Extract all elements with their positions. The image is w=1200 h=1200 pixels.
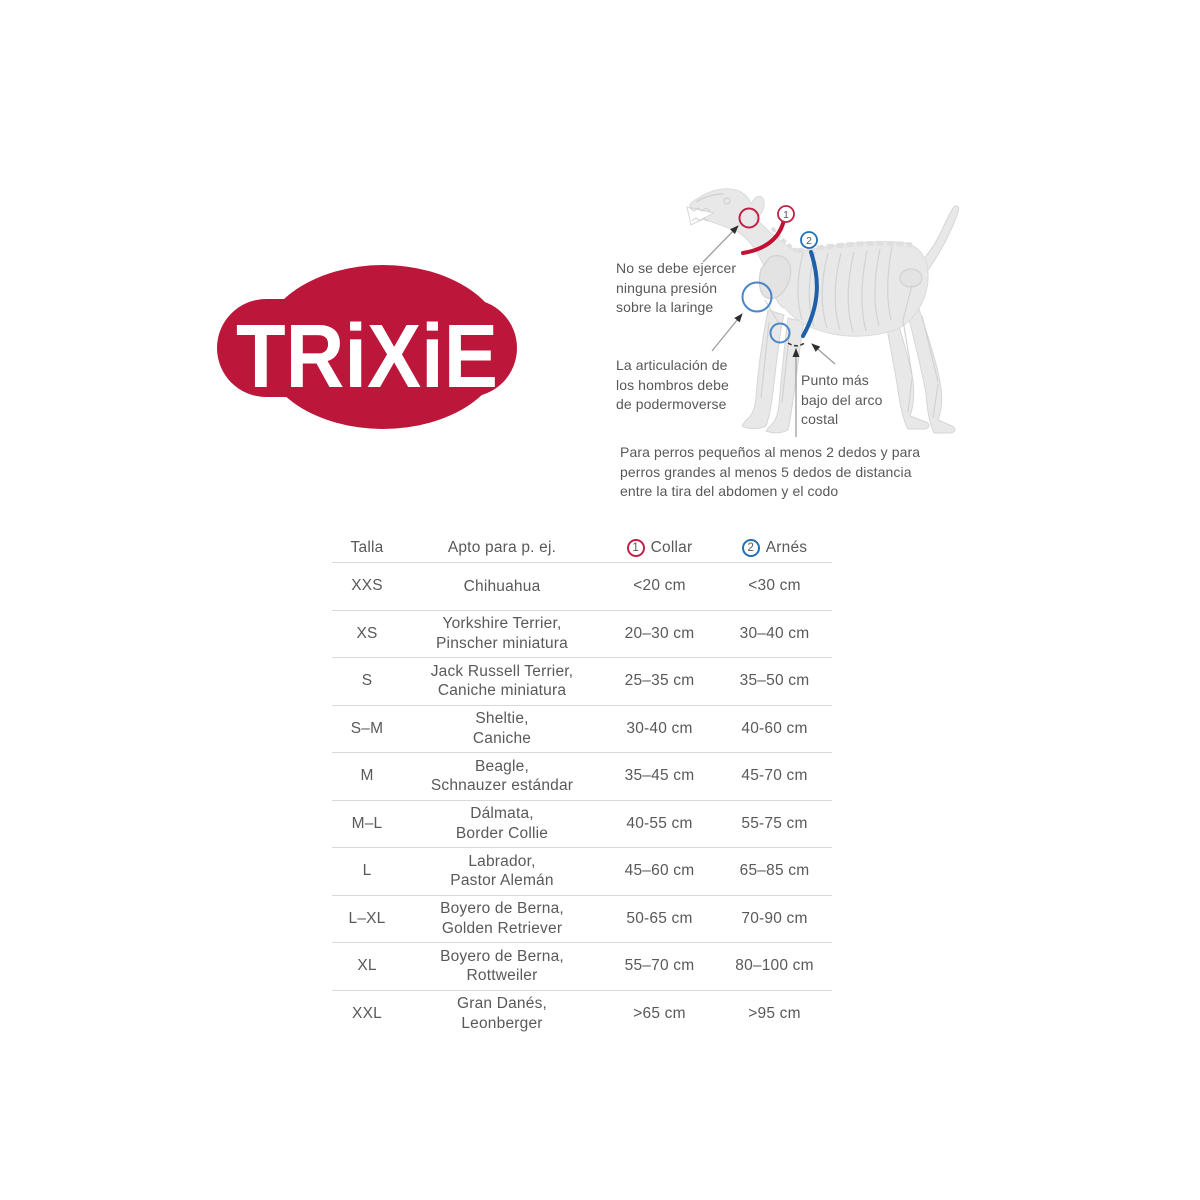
- size-table-header: [332, 533, 832, 563]
- breeds-cell: [402, 994, 602, 1033]
- breed-line: Boyero de Berna,: [440, 947, 564, 965]
- breed-line: Golden Retriever: [441, 919, 563, 937]
- collar-cell: <20 cm: [633, 577, 686, 595]
- harness-cell: 45-70 cm: [741, 767, 808, 785]
- header-collar: [602, 539, 717, 557]
- breed-line: Pastor Alemán: [450, 872, 554, 890]
- breeds-cell: [402, 709, 602, 748]
- harness-cell: >95 cm: [748, 1004, 801, 1022]
- logo-text: TRiXiE: [236, 307, 498, 407]
- breed-line: Sheltie,: [475, 710, 529, 728]
- harness-cell: 40-60 cm: [741, 719, 808, 737]
- harness-number-badge: 2: [742, 539, 760, 557]
- header-collar-label: Collar: [650, 538, 693, 556]
- breed-line: Schnauzer estándar: [430, 777, 574, 795]
- svg-text:1: 1: [783, 208, 789, 221]
- breed-line: Beagle,: [475, 757, 529, 775]
- breeds-cell: [402, 804, 602, 843]
- note-line: sobre la laringe: [616, 299, 714, 315]
- size-cell: XXS: [351, 577, 383, 595]
- breed-line: Dálmata,: [470, 805, 534, 823]
- breed-line: Leonberger: [461, 1014, 543, 1032]
- breeds-cell: [402, 662, 602, 701]
- header-breeds: Apto para p. ej.: [447, 538, 557, 556]
- trixie-logo: [217, 263, 517, 433]
- table-row: [332, 896, 832, 944]
- size-cell: S–M: [350, 719, 384, 737]
- breeds-cell: [402, 577, 602, 597]
- note-line: ninguna presión: [616, 279, 718, 296]
- breed-line: Border Collie: [455, 824, 549, 842]
- breeds-cell: [402, 899, 602, 938]
- note-rib-arch: [801, 371, 882, 430]
- collar-cell: 20–30 cm: [624, 624, 695, 642]
- collar-cell: 40-55 cm: [626, 814, 693, 832]
- collar-number-badge: 1: [627, 539, 645, 557]
- note-line: bajo del arco: [801, 391, 883, 408]
- size-cell: M: [360, 767, 374, 785]
- table-row: [332, 848, 832, 896]
- note-line: Para perros pequeños al menos 2 dedos y para: [620, 444, 921, 460]
- table-row: [332, 658, 832, 706]
- note-line: No se debe ejercer: [616, 260, 737, 276]
- table-row: [332, 706, 832, 754]
- size-cell: M–L: [351, 814, 383, 832]
- harness-cell: 80–100 cm: [735, 957, 814, 975]
- note-line: Punto más: [801, 372, 869, 388]
- header-harness: [717, 539, 832, 557]
- table-row: [332, 943, 832, 991]
- size-cell: L: [362, 862, 372, 880]
- harness-cell: 65–85 cm: [739, 862, 810, 880]
- breeds-cell: [402, 852, 602, 891]
- collar-cell: 55–70 cm: [624, 957, 695, 975]
- arrow-to-rib-arch: [812, 344, 835, 364]
- breed-line: Jack Russell Terrier,: [430, 662, 574, 680]
- breed-line: Labrador,: [468, 852, 536, 870]
- size-table: [332, 533, 832, 1037]
- collar-cell: >65 cm: [633, 1004, 686, 1022]
- size-cell: XS: [356, 624, 378, 642]
- note-line: La articulación de: [616, 357, 728, 373]
- badge-1-collar: [778, 206, 794, 222]
- note-line: entre la tira del abdomen y el codo: [620, 483, 839, 499]
- breed-line: Yorkshire Terrier,: [442, 615, 562, 633]
- table-row: [332, 991, 832, 1038]
- breed-line: Caniche miniatura: [437, 682, 567, 700]
- size-cell: XXL: [352, 1004, 382, 1022]
- collar-cell: 25–35 cm: [624, 672, 695, 690]
- breeds-cell: [402, 757, 602, 796]
- arrow-to-shoulder: [712, 314, 742, 351]
- breed-line: Rottweiler: [466, 967, 538, 985]
- breed-line: Caniche: [472, 729, 532, 747]
- note-shoulder: [616, 356, 729, 415]
- table-row: [332, 563, 832, 611]
- svg-text:2: 2: [806, 234, 812, 247]
- harness-cell: <30 cm: [748, 577, 801, 595]
- note-line: los hombros debe: [616, 376, 729, 393]
- breed-line: Gran Danés,: [456, 995, 548, 1013]
- collar-cell: 35–45 cm: [624, 767, 695, 785]
- breeds-cell: [402, 614, 602, 653]
- note-line: perros grandes al menos 5 dedos de distancia: [620, 463, 912, 480]
- harness-cell: 30–40 cm: [739, 624, 810, 642]
- harness-cell: 70-90 cm: [741, 909, 808, 927]
- arrow-to-larynx: [703, 226, 738, 262]
- header-harness-label: Arnés: [765, 538, 808, 556]
- badge-2-harness: [801, 232, 817, 248]
- breeds-cell: [402, 947, 602, 986]
- breed-line: Chihuahua: [463, 577, 541, 595]
- collar-cell: 30-40 cm: [626, 719, 693, 737]
- harness-cell: 35–50 cm: [739, 672, 810, 690]
- size-cell: S: [361, 672, 373, 690]
- harness-cell: 55-75 cm: [741, 814, 808, 832]
- note-line: de podermoverse: [616, 396, 727, 412]
- breed-line: Pinscher miniatura: [436, 634, 568, 652]
- size-cell: XL: [357, 957, 377, 975]
- size-cell: L–XL: [348, 909, 386, 927]
- table-row: [332, 801, 832, 849]
- note-larynx: [616, 259, 736, 318]
- table-row: [332, 753, 832, 801]
- note-line: costal: [801, 411, 839, 427]
- note-finger-distance: [620, 443, 920, 502]
- collar-cell: 45–60 cm: [624, 862, 695, 880]
- table-row: [332, 611, 832, 659]
- breed-line: Boyero de Berna,: [440, 900, 564, 918]
- header-size: Talla: [350, 538, 384, 556]
- collar-cell: 50-65 cm: [626, 909, 693, 927]
